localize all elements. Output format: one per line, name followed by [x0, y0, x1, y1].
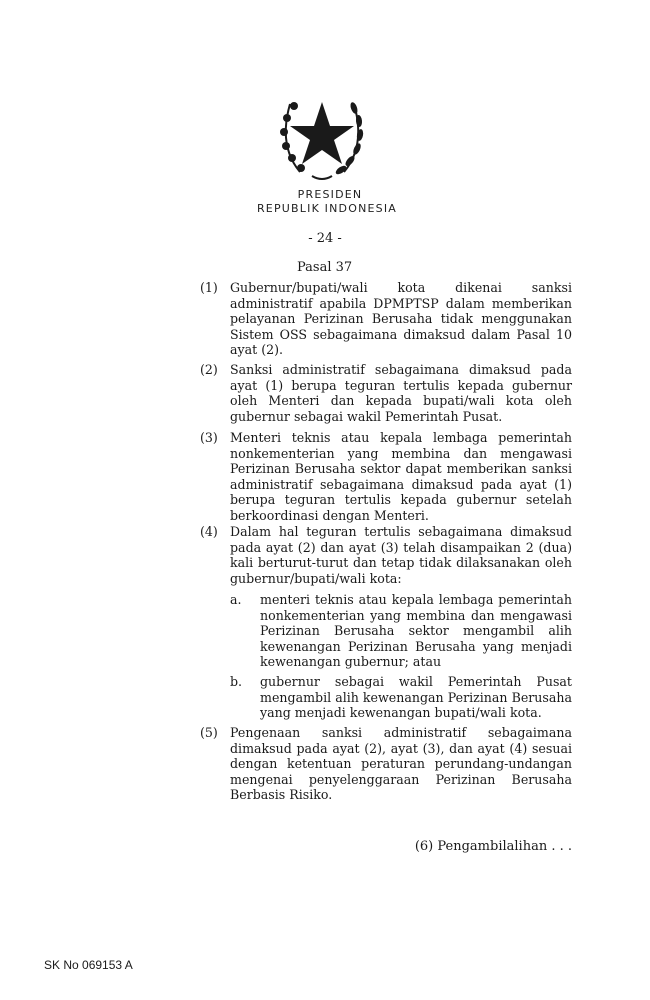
subitem-letter: b.: [230, 674, 243, 689]
subitem-a: [230, 592, 572, 670]
subitem-text: gubernur sebagai wakil Pemerintah Pusat mengambil alih kewenangan Perizinan Berusaha yang menjadi kewenangan bupati/wali kota.: [260, 674, 572, 721]
subitem-b: [230, 674, 572, 721]
subitem-letter: a.: [230, 592, 242, 607]
article-title: Pasal 37: [297, 260, 353, 275]
paragraph-number: (4): [200, 524, 218, 539]
paragraph-3: [200, 430, 572, 524]
paragraph-1: [200, 280, 572, 358]
paragraph-number: (5): [200, 725, 218, 740]
header-republik-indonesia: REPUBLIK INDONESIA: [256, 202, 398, 215]
paragraph-text: Gubernur/bupati/wali kota dikenai sanksi administratif apabila DPMPTSP dalam memberikan pelayanan Perizinan Berusaha tidak menggunakan Sistem OSS sebagaimana dimaksud dalam Pasal 10 ayat (2).: [230, 280, 572, 358]
paragraph-5: [200, 725, 572, 803]
page-number: - 24 -: [308, 231, 342, 246]
paragraph-text: Menteri teknis atau kepala lembaga pemerintah nonkementerian yang membina dan mengawasi Perizinan Berusaha sektor dapat memberikan sanksi administratif sebagaimana dimaksud pada ayat (1) berupa teguran tertulis kepada gubernur setelah berkoordinasi dengan Menteri.: [230, 430, 572, 523]
paragraph-number: (1): [200, 280, 218, 295]
paragraph-text: Dalam hal teguran tertulis sebagaimana dimaksud pada ayat (2) dan ayat (3) telah disampaikan 2 (dua) kali berturut-turut dan tetap tidak dilaksanakan oleh gubernur/bupati/wali kota:: [230, 524, 572, 586]
garuda-star-emblem: [272, 84, 372, 184]
paragraph-text: Sanksi administratif sebagaimana dimaksud pada ayat (1) berupa teguran tertulis kepada gubernur oleh Menteri dan kepada bupati/wali kota oleh gubernur sebagai wakil Pemerintah Pusat.: [230, 362, 572, 424]
subitem-text: menteri teknis atau kepala lembaga pemerintah nonkementerian yang membina dan mengawasi Perizinan Berusaha sektor mengambil alih kewenangan Perizinan Berusaha yang menjadi kewenangan gubernur; atau: [260, 592, 572, 670]
continuation-catchword: (6) Pengambilalihan . . .: [414, 839, 572, 854]
paragraph-number: (3): [200, 430, 218, 445]
paragraph-number: (2): [200, 362, 218, 377]
paragraph-2: [200, 362, 572, 424]
paragraph-4: [200, 524, 572, 586]
paragraph-text: Pengenaan sanksi administratif sebagaimana dimaksud pada ayat (2), ayat (3), dan ayat (4) sesuai dengan ketentuan peraturan perundang-undangan mengenai penyelenggaraan Perizinan Berusaha Berbasis Risiko.: [230, 725, 572, 803]
sk-number: SK No 069153 A: [44, 958, 133, 972]
header-presiden: PRESIDEN: [297, 188, 363, 201]
